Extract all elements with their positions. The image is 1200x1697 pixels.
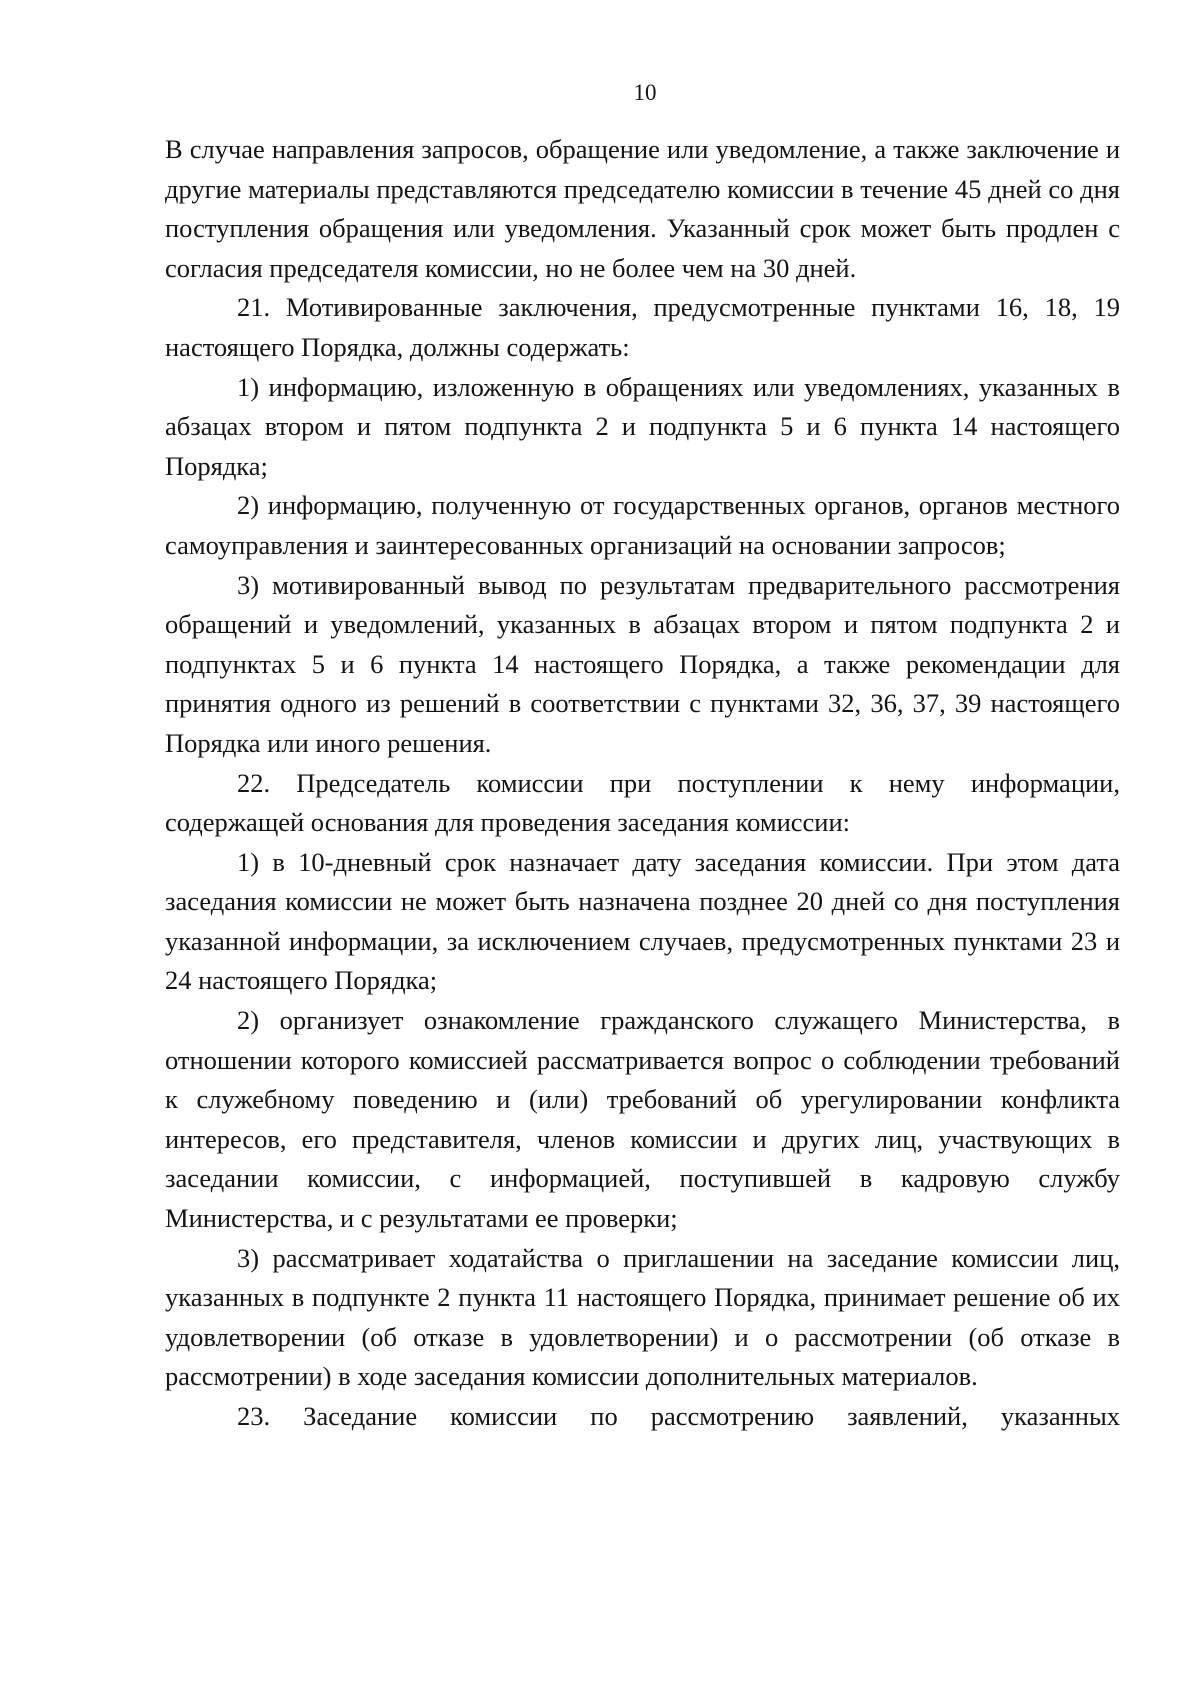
paragraph: 21. Мотивированные заключения, предусмотренные пунктами 16, 18, 19 настоящего Порядка, должны содержать: <box>165 292 1120 362</box>
paragraph: 3) мотивированный вывод по результатам предварительного рассмотрения обращений и уведомлений, указанных в абзацах втором и пятом подпункта 2 и подпунктах 5 и 6 пункта 14 настоящего Порядка, а также рекомендации для принятия одного из решений в соответствии с пунктами 32, 36, 37, 39 настоящего Порядка или иного решения. <box>165 569 1120 758</box>
page-number: 10 <box>633 80 657 105</box>
document-body <box>165 130 1120 1437</box>
paragraph: 1) информацию, изложенную в обращениях или уведомлениях, указанных в абзацах втором и пятом подпункта 2 и подпункта 5 и 6 пункта 14 настоящего Порядка; <box>165 371 1120 481</box>
paragraph: 3) рассматривает ходатайства о приглашении на заседание комиссии лиц, указанных в подпункте 2 пункта 11 настоящего Порядка, принимает решение об их удовлетворении (об отказе в удовлетворении) и о рассмотрении (об отказе в рассмотрении) в ходе заседания комиссии дополнительных материалов. <box>165 1242 1120 1392</box>
paragraph: 23. Заседание комиссии по рассмотрению заявлений, указанных <box>237 1401 1120 1431</box>
paragraph: 2) информацию, полученную от государственных органов, органов местного самоуправления и заинтересованных организаций на основании запросов; <box>165 490 1120 560</box>
paragraph: 1) в 10-дневный срок назначает дату заседания комиссии. При этом дата заседания комиссии не может быть назначена позднее 20 дней со дня поступления указанной информации, за исключением случаев, предусмотренных пунктами 23 и 24 настоящего Порядка; <box>165 846 1120 996</box>
paragraph: 2) организует ознакомление гражданского служащего Министерства, в отношении которого комиссией рассматривается вопрос о соблюдении требований к служебному поведению и (или) требований об урегулировании конфликта интересов, его представителя, членов комиссии и других лиц, участвующих в заседании комиссии, с информацией, поступившей в кадровую службу Министерства, и с результатами ее проверки; <box>165 1005 1120 1234</box>
paragraph: 22. Председатель комиссии при поступлении к нему информации, содержащей основания для проведения заседания комиссии: <box>165 767 1120 838</box>
paragraph: В случае направления запросов, обращение или уведомление, а также заключение и другие материалы представляются председателю комиссии в течение 45 дней со дня поступления обращения или уведомления. Указанный срок может быть продлен с согласия председателя комиссии, но не более чем на 30 дней. <box>165 134 1120 283</box>
